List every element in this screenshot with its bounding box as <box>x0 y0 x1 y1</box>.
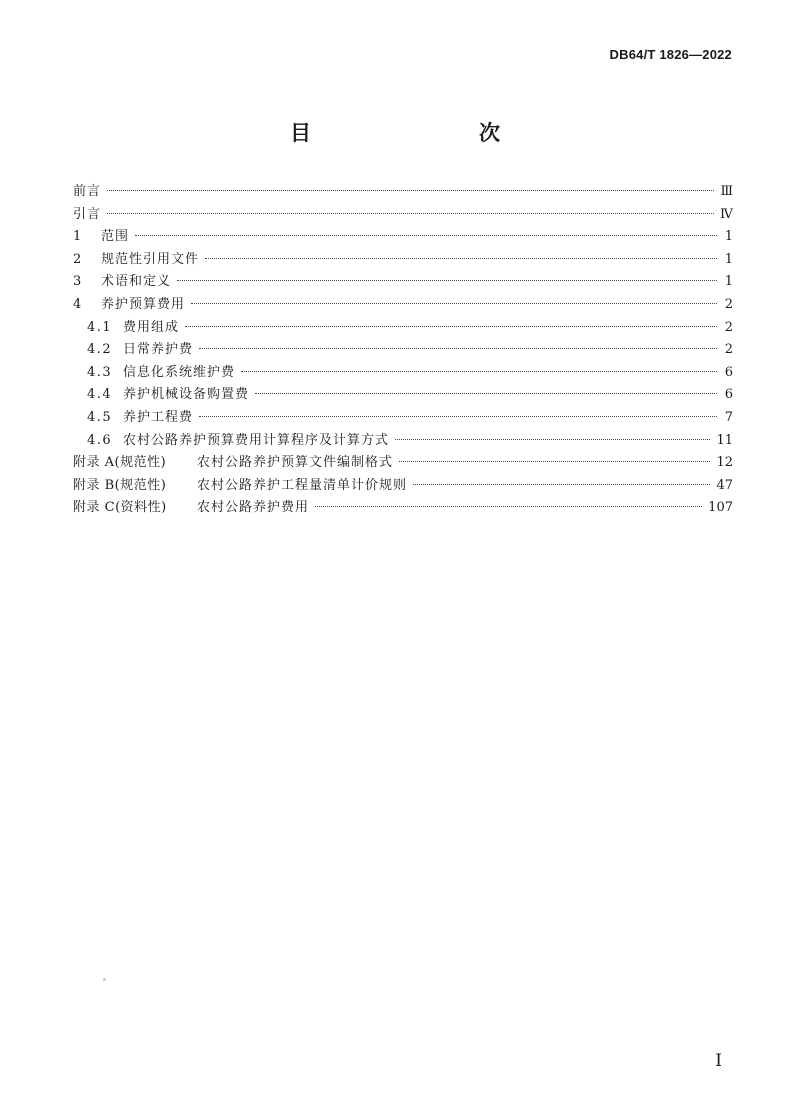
toc-appendix-label: 附录 A(规范性) <box>73 455 167 471</box>
page-number: I <box>715 1051 722 1071</box>
toc-appendix-label: 附录 B(规范性) <box>73 477 167 493</box>
dot-leader <box>135 235 717 236</box>
dot-leader <box>107 190 714 191</box>
toc-entry-number: 4.6 <box>87 432 113 448</box>
dot-leader <box>199 416 717 417</box>
toc-entry-4-6[interactable] <box>73 430 733 453</box>
toc-entry-title: 养护工程费 <box>123 409 194 425</box>
toc-entry-title: 农村公路养护预算文件编制格式 <box>197 455 394 471</box>
toc-entry-normative-references[interactable] <box>73 249 733 272</box>
toc-appendix-label: 附录 C(资料性) <box>73 500 167 516</box>
table-of-contents <box>73 181 733 520</box>
dot-leader <box>191 303 717 304</box>
toc-entry-number: 3 <box>73 274 82 290</box>
dot-leader <box>255 393 717 394</box>
toc-page-number: 7 <box>724 409 733 425</box>
toc-entry-number: 4.4 <box>87 387 113 403</box>
toc-entry-number: 4 <box>73 296 82 312</box>
toc-entry-title: 范围 <box>101 229 130 245</box>
toc-page-number: 2 <box>724 342 733 358</box>
toc-entry-title: 引言 <box>73 206 102 222</box>
toc-page-number: 12 <box>716 455 733 471</box>
dot-leader <box>205 258 717 259</box>
toc-entry-title: 农村公路养护预算费用计算程序及计算方式 <box>123 432 390 448</box>
toc-entry-title: 术语和定义 <box>101 274 172 290</box>
toc-page-number: 6 <box>724 364 733 380</box>
dot-leader <box>107 213 714 214</box>
toc-entry-title: 养护机械设备购置费 <box>123 387 250 403</box>
toc-entry-number: 4.2 <box>87 342 113 358</box>
toc-page-number: 2 <box>724 319 733 335</box>
toc-entry-title: 信息化系统维护费 <box>123 364 236 380</box>
toc-page-number: 47 <box>716 477 733 493</box>
toc-entry-introduction[interactable] <box>73 204 733 227</box>
toc-page-number: 6 <box>724 387 733 403</box>
toc-entry-title: 费用组成 <box>123 319 180 335</box>
toc-entry-appendix-b[interactable] <box>73 475 733 498</box>
toc-entry-4-5[interactable] <box>73 407 733 430</box>
toc-entry-4-2[interactable] <box>73 339 733 362</box>
document-code: DB64/T 1826—2022 <box>609 47 732 62</box>
dot-leader <box>177 280 717 281</box>
toc-entry-title: 养护预算费用 <box>101 296 186 312</box>
toc-entry-number: 4.3 <box>87 364 113 380</box>
toc-entry-title: 规范性引用文件 <box>101 251 200 267</box>
toc-entry-scope[interactable] <box>73 226 733 249</box>
dot-leader <box>395 439 710 440</box>
toc-page-number: 1 <box>724 251 733 267</box>
toc-entry-foreword[interactable] <box>73 181 733 204</box>
toc-entry-title: 前言 <box>73 184 102 199</box>
toc-page-number: 1 <box>724 229 733 245</box>
toc-entry-number: 2 <box>73 251 82 267</box>
toc-entry-title: 农村公路养护费用 <box>197 500 310 516</box>
toc-page-number: Ⅳ <box>720 206 733 222</box>
toc-entry-title: 日常养护费 <box>123 342 194 358</box>
scan-speck <box>103 978 106 981</box>
toc-entry-appendix-a[interactable] <box>73 452 733 475</box>
toc-page-number: 107 <box>708 500 733 516</box>
toc-page-number: Ⅲ <box>720 184 733 199</box>
toc-entry-number: 4.1 <box>87 319 113 335</box>
toc-entry-4-4[interactable] <box>73 384 733 407</box>
dot-leader <box>185 326 717 327</box>
toc-entry-title: 农村公路养护工程量清单计价规则 <box>197 477 408 493</box>
toc-page-number: 2 <box>724 296 733 312</box>
dot-leader <box>399 461 710 462</box>
toc-entry-maintenance-budget[interactable] <box>73 294 733 317</box>
page-title: 目 次 <box>290 121 542 145</box>
toc-entry-4-3[interactable] <box>73 362 733 385</box>
toc-entry-appendix-c[interactable] <box>73 497 733 520</box>
toc-entry-4-1[interactable] <box>73 317 733 340</box>
dot-leader <box>199 348 717 349</box>
toc-entry-number: 1 <box>73 229 82 245</box>
toc-page-number: 11 <box>716 432 733 448</box>
toc-entry-terms-definitions[interactable] <box>73 271 733 294</box>
toc-entry-number: 4.5 <box>87 409 113 425</box>
dot-leader <box>241 371 717 372</box>
dot-leader <box>315 506 702 507</box>
toc-page-number: 1 <box>724 274 733 290</box>
dot-leader <box>413 484 710 485</box>
